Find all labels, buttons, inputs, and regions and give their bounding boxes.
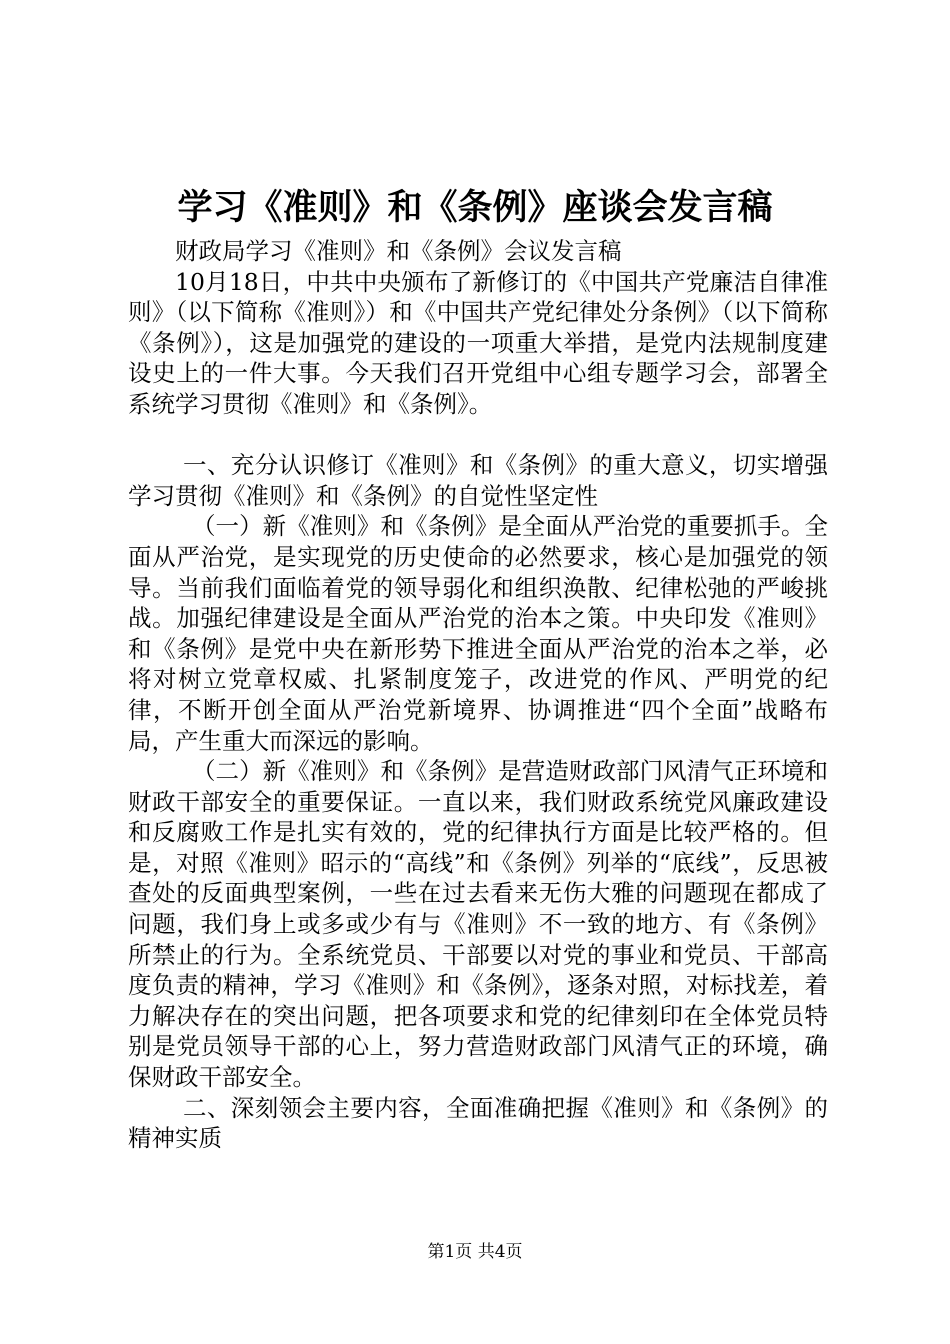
document-subtitle: 财政局学习《准则》和《条例》会议发言稿 [175, 237, 622, 265]
document-body [128, 236, 828, 1154]
document-title: 学习《准则》和《条例》座谈会发言稿 [177, 187, 773, 228]
paragraph-sub-one: （一）新《准则》和《条例》是全面从严治党的重要抓手。全面从严治党，是实现党的历史使命的必然要求，核心是加强党的领导。当前我们面临着党的领导弱化和组织涣散、纪律松弛的严峻挑战。加强纪律建设是全面从严治党的治本之策。中央印发《准则》和《条例》是党中央在新形势下推进全面从严治党的治本之举，必将对树立党章权威、扎紧制度笼子，改进党的作风、严明党的纪律，不断开创全面从严治党新境界、协调推进“四个全面”战略布局，产生重大而深远的影响。 [128, 512, 828, 755]
page-number: 第1页 共4页 [427, 1242, 523, 1262]
paragraph-gap [128, 420, 828, 451]
section-heading-two: 二、深刻领会主要内容，全面准确把握《准则》和《条例》的精神实质 [128, 1093, 828, 1153]
section-heading-one: 一、充分认识修订《准则》和《条例》的重大意义，切实增强学习贯彻《准则》和《条例》的自觉性坚定性 [128, 451, 828, 510]
paragraph-sub-two: （二）新《准则》和《条例》是营造财政部门风清气正环境和财政干部安全的重要保证。一直以来，我们财政系统党风廉政建设和反腐败工作是扎实有效的，党的纪律执行方面是比较严格的。但是，对照《准则》昭示的“高线”和《条例》列举的“底线”，反思被查处的反面典型案例，一些在过去看来无伤大雅的问题现在都成了问题，我们身上或多或少有与《准则》不一致的地方、有《条例》所禁止的行为。全系统党员、干部要以对党的事业和党员、干部高度负责的精神，学习《准则》和《条例》，逐条对照，对标找差，着力解决存在的突出问题，把各项要求和党的纪律刻印在全体党员特别是党员领导干部的心上，努力营造财政部门风清气正的环境，确保财政干部安全。 [128, 757, 828, 1092]
paragraph-intro: 10月18日，中共中央颁布了新修订的《中国共产党廉洁自律准则》（以下简称《准则》）和《中国共产党纪律处分条例》（以下简称《条例》），这是加强党的建设的一项重大举措，是党内法规制度建设史上的一件大事。今天我们召开党组中心组专题学习会，部署全系统学习贯彻《准则》和《条例》。 [128, 267, 828, 418]
